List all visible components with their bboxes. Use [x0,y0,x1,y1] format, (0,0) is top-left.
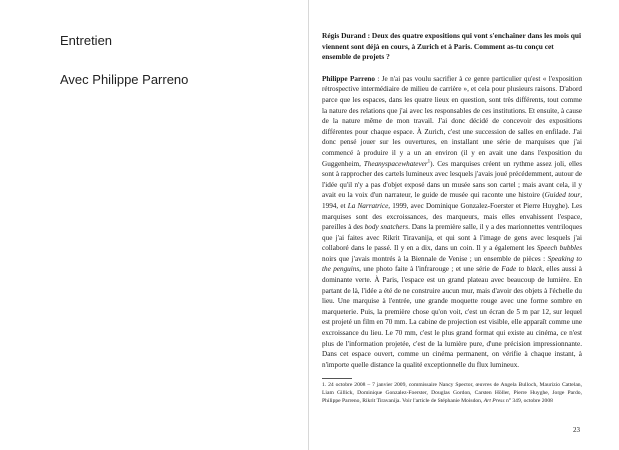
answer-text: ). Ces marquises créent un rythme assez joli, elles sont à rapprocher des cartels lumineux avec lesquels j'avais joué précédemment, autour de l'idée qu'il n'y a pas d'objet exposé dans un musée sans son cartel ; mais avant cela, il y avait eu la voix d'un narrateur, le guide de musée qui raconte une histoire ( [322,159,582,200]
footnote-text: 1. 24 octobre 2008 – 7 janvier 2009, commissaire Nancy Spector, œuvres de Angela Bulloch, Maurizio Cattelan, Liam Gillick, Dominique Gonzalez-Foerster, Douglas Gordon, Carsten Höller, Pierre Huyghe, Jorge Pardo, Philippe Parreno, Rikrit Tiravanija. Voir l'article de Stéphanie Moisdon, [322,382,582,404]
right-page [309,0,619,450]
section-label: Entretien [60,33,113,48]
interview-content [322,31,582,370]
footnote-ref: 1 [427,159,431,165]
answer-text: : Je n'ai pas voulu sacrifier à ce genre particulier qu'est « l'exposition rétrospective intermédiaire de milieu de carrière », et cela pour plusieurs raisons. D'abord parce que les espaces, dans les quatre lieux en question, sont très différents, tout comme la nature des relations que j'ai avec les responsables de ces institutions. Et ensuite, à cause de la nature même de mon travail. J'ai donc décidé de concevoir des expositions différentes pour chaque espace. À Zurich, c'est une succession de salles en enfilade. J'ai donc pensé jouer sur les ouvertures, en installant une série de marquises que j'ai commencé à produire il y a un an environ (il y en avait une dans l'exposition du Guggenheim, [322,74,582,168]
work-title: Speaking to the penguins [322,254,583,274]
footnote-rule [322,378,352,379]
interview-question: Régis Durand : Deux des quatre expositions qui vont s'enchaîner dans les mois qui viennent sont déjà en cours, à Zurich et à Paris. Comment as-tu conçu cet ensemble de projets ? [322,31,582,62]
answer-text: , 1994, et [322,191,582,210]
answer-text: noirs que j'avais montrés à la Biennale de Venise ; un ensemble de pièces : [322,254,548,263]
work-title: Fade to black [501,265,543,274]
publication-title: Art Press [483,398,505,404]
left-page [0,0,308,450]
speaker-name: Philippe Parreno [322,74,375,83]
answer-text: . Dans la première salle, il y a des marionnettes ventriloques que j'ai faites avec Rikrit Tiravanija, et qui sont à l'image de gens avec lesquels j'ai collaboré dans le passé. Il y en a dix, dans un coin. Il y a également les [322,223,582,253]
interview-title: Avec Philippe Parreno [60,72,189,87]
interview-answer [322,74,582,371]
page-number: 23 [573,426,580,434]
work-title: La Narratrice [347,201,389,210]
answer-text: , une photo faite à l'infrarouge ; et une série de [359,265,502,274]
work-title: Theanyspacewhatever [363,159,428,168]
work-title: body snatchers [364,223,409,232]
answer-text: , 1999, avec Dominique Gonzalez-Foerster et Pierre Huyghe). Les marquises sont des excroissances, des marqueurs, mais elles envahissent l'espace, pareilles à des [322,201,582,232]
work-title: Speech bubbles [536,244,582,253]
work-title: Guided tour [544,191,581,200]
footnote [322,381,582,405]
answer-text: , elles aussi à dominante verte. À Paris, l'espace est un grand plateau avec beaucoup de lumière. En partant de là, l'idée a été de ne construire aucun mur, mais d'avoir des objets à l'échelle du lieu. Une marquise à l'entrée, une grande moquette rouge avec une forme sombre en marqueterie. Puis, la première chose qu'on voit, c'est un écran de 5 m par 12, sur lequel est projeté un film en 70 mm. La cabine de projection est visible, elle apparaît comme une excroissance du lieu. Le 70 mm, c'est le plus grand format qui existe au cinéma, ce n'est plus de l'information projetée, c'est de la lumière pure, d'une précision impressionnante. Dans cet espace ouvert, comme un cinéma permanent, on vérifie à chaque instant, à n'importe quelle distance la qualité exceptionnelle du flux lumineux. [322,265,582,369]
footnote-text: n° 349, octobre 2008 [504,398,553,404]
